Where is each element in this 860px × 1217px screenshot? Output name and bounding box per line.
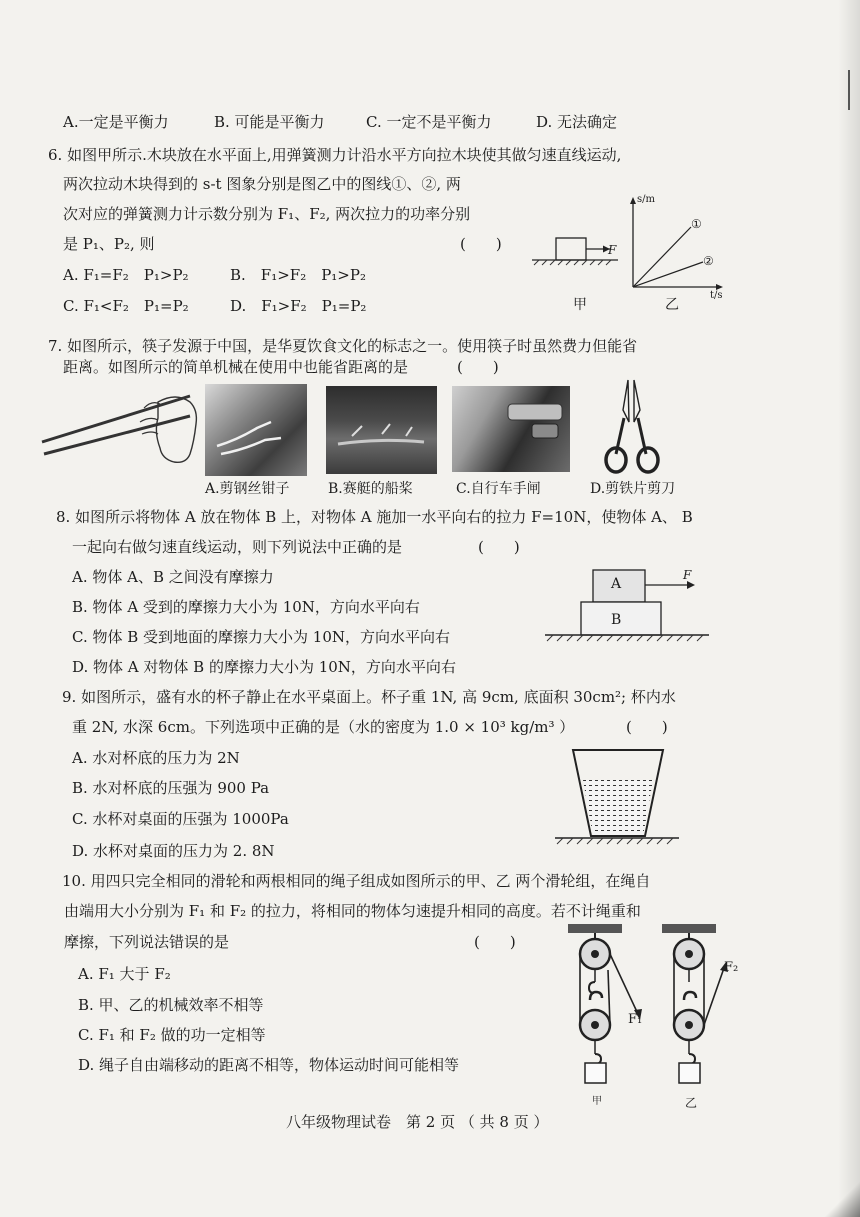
q10-caption-yi: 乙	[685, 1096, 698, 1110]
q10-option-b: B. 甲、乙的机械效率不相等	[78, 996, 264, 1014]
q7-caption-d: D.剪铁片剪刀	[590, 481, 676, 497]
tin-snips-illustration	[602, 378, 662, 476]
q6-ground-hatch	[534, 260, 611, 265]
q8-block-b-label: B	[611, 612, 622, 628]
q6-line2-label: ②	[703, 254, 714, 268]
q9-option-d: D. 水杯对桌面的压力为 2. 8N	[72, 842, 275, 860]
q10-stem-line1: 10. 用四只完全相同的滑轮和两根相同的绳子组成如图所示的甲、乙 两个滑轮组，在绳自	[62, 872, 651, 890]
q6-option-a: A. F₁=F₂ P₁>P₂	[63, 266, 189, 284]
wire-cutter-pliers-photo	[205, 384, 307, 476]
q7-caption-c: C.自行车手闸	[456, 481, 541, 497]
rowing-boat-paddle-photo	[326, 386, 437, 474]
q10-f1-label: F₁	[628, 1012, 643, 1027]
q6-option-c: C. F₁<F₂ P₁=P₂	[63, 297, 189, 315]
q7-caption-b: B.赛艇的船桨	[328, 481, 413, 497]
q6-line-2	[633, 262, 703, 287]
q10-yi-weight	[679, 1063, 700, 1083]
q8-stem-line2: 一起向右做匀速直线运动，则下列说法中正确的是	[72, 538, 403, 556]
q5-option-c: C. 一定不是平衡力	[366, 113, 492, 131]
q6-stem-line2: 两次拉动木块得到的 s-t 图象分别是图乙中的图线①、②, 两	[63, 175, 461, 193]
q8-force-label: F	[683, 568, 692, 582]
q9-stem-line2: 重 2N, 水深 6cm。下列选项中正确的是（水的密度为 1.0 × 10³ kg/m³ ）	[72, 718, 575, 736]
q10-pulley-system-yi	[652, 922, 752, 1087]
q6-force-label: F	[608, 243, 617, 257]
q6-option-b: B. F₁>F₂ P₁>P₂	[230, 266, 366, 284]
q9-option-b: B. 水对杯底的压强为 900 Pa	[72, 779, 270, 797]
scan-mark	[848, 70, 850, 110]
q6-caption-jia: 甲	[573, 297, 587, 313]
q6-st-graph	[625, 195, 730, 295]
q6-stem-line3: 次对应的弹簧测力计示数分别为 F₁、F₂, 两次拉力的功率分别	[63, 205, 471, 223]
q10-option-d: D. 绳子自由端移动的距离不相等，物体运动时间可能相等	[78, 1056, 460, 1074]
q6-stem-line1: 6. 如图甲所示.木块放在水平面上,用弹簧测力计沿水平方向拉木块使其做匀速直线运动,	[48, 146, 622, 164]
q6-answer-blank: ( )	[460, 235, 502, 253]
q8-answer-blank: ( )	[478, 538, 520, 556]
q5-option-b: B. 可能是平衡力	[214, 113, 325, 131]
q8-stem-line1: 8. 如图所示将物体 A 放在物体 B 上，对物体 A 施加一水平向右的拉力 F=10N，使物体 A、 B	[56, 508, 693, 526]
q9-option-c: C. 水杯对桌面的压强为 1000Pa	[72, 810, 289, 828]
bicycle-brake-lever-photo	[452, 386, 570, 472]
q6-wood-block	[556, 238, 586, 260]
q9-cup-of-water-figure	[553, 748, 683, 850]
q10-caption-jia: 甲	[592, 1096, 602, 1107]
q8-block-a-label: A	[611, 576, 622, 592]
scan-edge-shadow	[838, 0, 860, 1217]
q7-caption-a: A.剪钢丝钳子	[205, 481, 290, 497]
q10-f2-label: F₂	[724, 960, 739, 975]
q9-stem-line1: 9. 如图所示，盛有水的杯子静止在水平桌面上。杯子重 1N, 高 9cm, 底面积 30cm²; 杯内水	[62, 688, 676, 706]
q10-answer-blank: ( )	[474, 933, 516, 951]
q6-y-axis-label: s/m	[637, 194, 655, 205]
q6-stem-line4: 是 P₁、P₂, 则	[63, 235, 155, 253]
q5-option-a: A.一定是平衡力	[63, 113, 169, 131]
q10-stem-line2: 由端用大小分别为 F₁ 和 F₂ 的拉力，将相同的物体匀速提升相同的高度。若不计绳重和	[64, 902, 641, 920]
q8-option-b: B. 物体 A 受到的摩擦力大小为 10N，方向水平向右	[72, 598, 420, 616]
q6-caption-yi: 乙	[665, 297, 679, 313]
q6-line1-label: ①	[691, 217, 702, 231]
q10-jia-ceiling	[568, 924, 622, 933]
q9-answer-blank: ( )	[626, 718, 668, 736]
q9-water	[583, 780, 653, 836]
q10-option-c: C. F₁ 和 F₂ 做的功一定相等	[78, 1026, 266, 1044]
q5-option-d: D. 无法确定	[536, 113, 618, 131]
page-footer: 八年级物理试卷 第 2 页 （ 共 8 页 ）	[286, 1113, 549, 1131]
q7-stem-line1: 7. 如图所示，筷子发源于中国，是华夏饮食文化的标志之一。使用筷子时虽然费力但能省	[48, 337, 638, 355]
q8-option-c: C. 物体 B 受到地面的摩擦力大小为 10N，方向水平向右	[72, 628, 451, 646]
page-corner-shadow	[820, 1177, 860, 1217]
q6-figure-jia	[530, 230, 620, 280]
q7-answer-blank: ( )	[457, 358, 499, 376]
q8-option-d: D. 物体 A 对物体 B 的摩擦力大小为 10N，方向水平向右	[72, 658, 456, 676]
q10-jia-free-rope	[610, 954, 638, 1014]
chopsticks-hand-illustration	[40, 382, 210, 477]
q6-option-d: D. F₁>F₂ P₁=P₂	[230, 297, 367, 315]
q7-stem-line2: 距离。如图所示的简单机械在使用中也能省距离的是	[63, 358, 409, 376]
q10-yi-free-rope	[704, 968, 724, 1025]
q6-line-1	[633, 227, 691, 287]
q10-pulley-system-jia	[560, 922, 655, 1087]
q10-option-a: A. F₁ 大于 F₂	[78, 965, 171, 983]
q10-jia-weight	[585, 1063, 606, 1083]
q6-x-axis-label: t/s	[710, 290, 723, 301]
q10-yi-ceiling	[662, 924, 716, 933]
q8-option-a: A. 物体 A、B 之间没有摩擦力	[72, 568, 274, 586]
q9-option-a: A. 水对杯底的压力为 2N	[72, 749, 240, 767]
q10-stem-line3: 摩擦，下列说法错误的是	[64, 933, 230, 951]
